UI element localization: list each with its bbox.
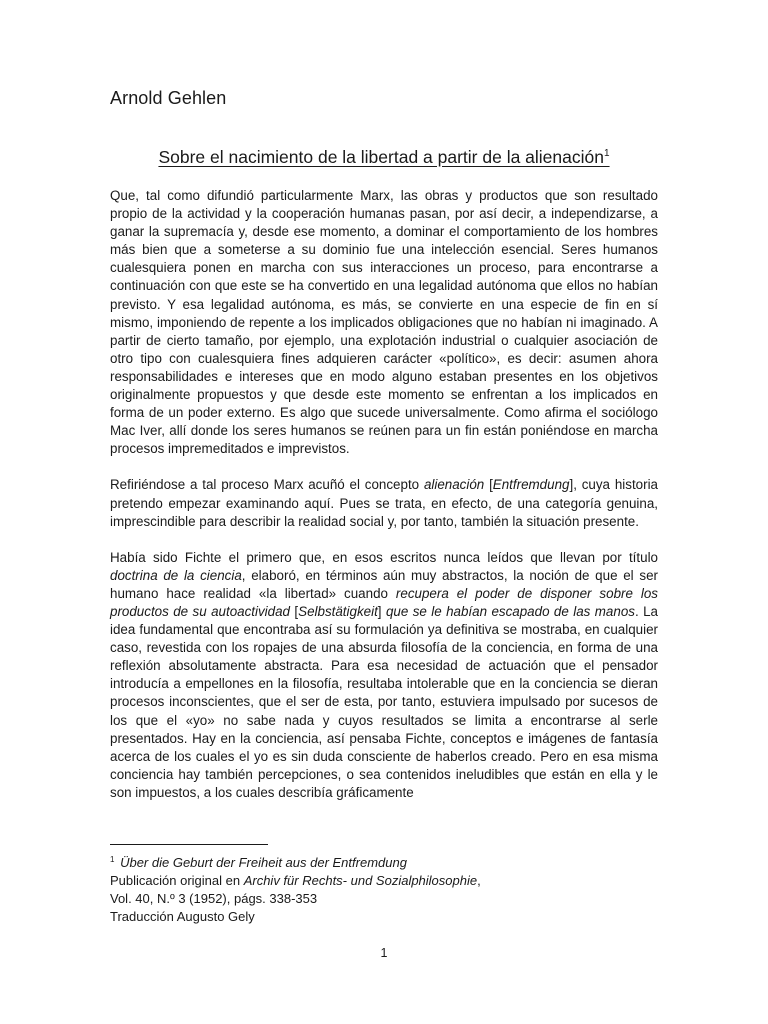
paragraph-3 xyxy=(110,549,658,802)
text-run: , elaboró, en términos aún muy abstractos, la noción de que el ser humano hace realidad «la libertad» cuando xyxy=(110,567,658,601)
text-run: Que, tal como difundió particularmente Marx, las obras y productos que son resultado propio de la actividad y la cooperación humanas pasan, por así decir, a independizarse, a ganar la supremacía y, desde ese momento, a dominar el comportamiento de los hombres más bien que a someterse a su dominio fue una intelección esencial. Seres humanos cualesquiera ponen en marcha con sus interacciones un proceso, para encontrarse a continuación con que este se ha convertido en una legalidad autónoma que ellos no habían previsto. Y esa legalidad autónoma, es más, se convierte en una especie de fin en sí mismo, imponiendo de repente a los implicados obligaciones que no habían ni imaginado. A partir de cierto tamaño, por ejemplo, una explotación industrial o cualquier asociación de otro tipo con cualesquiera fines adquieren carácter «político», es decir: asumen ahora responsabilidades e intereses que en modo alguno estaban presentes en los objetivos originalmente propuestos y que desde este momento se enfrentan a los implicados en forma de un poder externo. Es algo que sucede universalmente. Como afirma el sociólogo Mac Iver, allí donde los seres humanos se reúnen para un fin están poniéndose en marcha procesos impremeditados e imprevistos. xyxy=(110,188,658,457)
document-title xyxy=(0,147,768,168)
footnote xyxy=(110,851,658,926)
paragraph-2 xyxy=(110,476,658,530)
footnote-publication-prefix: Publicación original en xyxy=(110,873,244,888)
author-name: Arnold Gehlen xyxy=(110,88,227,108)
italic-run: que se le habían escapado de las manos xyxy=(385,603,635,619)
italic-run: recupera el poder de disponer sobre los productos de su autoactividad xyxy=(110,585,658,619)
italic-run: Entfremdung xyxy=(492,477,570,493)
footnote-line-title xyxy=(110,851,658,872)
text-run: ] xyxy=(377,603,386,619)
footnote-journal: Archiv für Rechts- und Sozialphilosophie xyxy=(243,873,478,888)
page-number: 1 xyxy=(380,946,388,960)
italic-run: alienación xyxy=(423,477,485,493)
footnote-original-title: Über die Geburt der Freiheit aus der Entfremdung xyxy=(120,855,407,870)
footnote-line-publication xyxy=(110,872,658,890)
paragraph-1 xyxy=(110,187,658,458)
title-footnote-marker[interactable]: 1 xyxy=(604,148,610,160)
footnote-divider xyxy=(110,844,268,845)
text-run: Refiriéndose a tal proceso Marx acuñó el concepto xyxy=(110,477,424,493)
italic-run: Selbstätigkeit xyxy=(298,603,378,619)
footnote-marker: 1 xyxy=(110,855,115,864)
text-run: [ xyxy=(484,477,493,493)
footnote-translation: Traducción Augusto Gely xyxy=(110,909,255,924)
text-run: ], cuya historia pretendo empezar examinando aquí. Pues se trata, en efecto, de una categoría genuina, imprescindible para describir la realidad social y, por tanto, también la situación presente. xyxy=(110,477,658,529)
text-run: . La idea fundamental que encontraba así su formulación ya definitiva se mostraba, en cualquier caso, revestida con los ropajes de una absurda filosofía de la conciencia, en forma de una reflexión absolutamente abstracta. Para esa necesidad de actuación que el pensador introducía a empellones en la filosofía, resultaba intolerable que en la conciencia se dieran procesos inconscientes, que el ser de esta, por tanto, estuviera impulsado por sucesos de los que el «yo» no sabe nada y cuyos resultados se limita a encontrarse al serle presentados. Hay en la conciencia, así pensaba Fichte, conceptos e imágenes de fantasía acerca de los cuales el yo es sin duda consciente de haberlos creado. Pero en esa misma conciencia hay también percepciones, o sea contenidos ineludibles que están en ella y le son impuestos, a los cuales describía gráficamente xyxy=(110,603,658,800)
title-text: Sobre el nacimiento de la libertad a partir de la alienación xyxy=(158,147,604,167)
italic-run: doctrina de la ciencia xyxy=(110,567,242,583)
body-text xyxy=(110,187,658,802)
text-run: [ xyxy=(290,603,299,619)
footnote-volume: Vol. 40, N.º 3 (1952), págs. 338-353 xyxy=(110,891,318,906)
footnote-publication-suffix: , xyxy=(477,873,481,888)
text-run: Había sido Fichte el primero que, en esos escritos nunca leídos que llevan por título xyxy=(110,549,658,565)
